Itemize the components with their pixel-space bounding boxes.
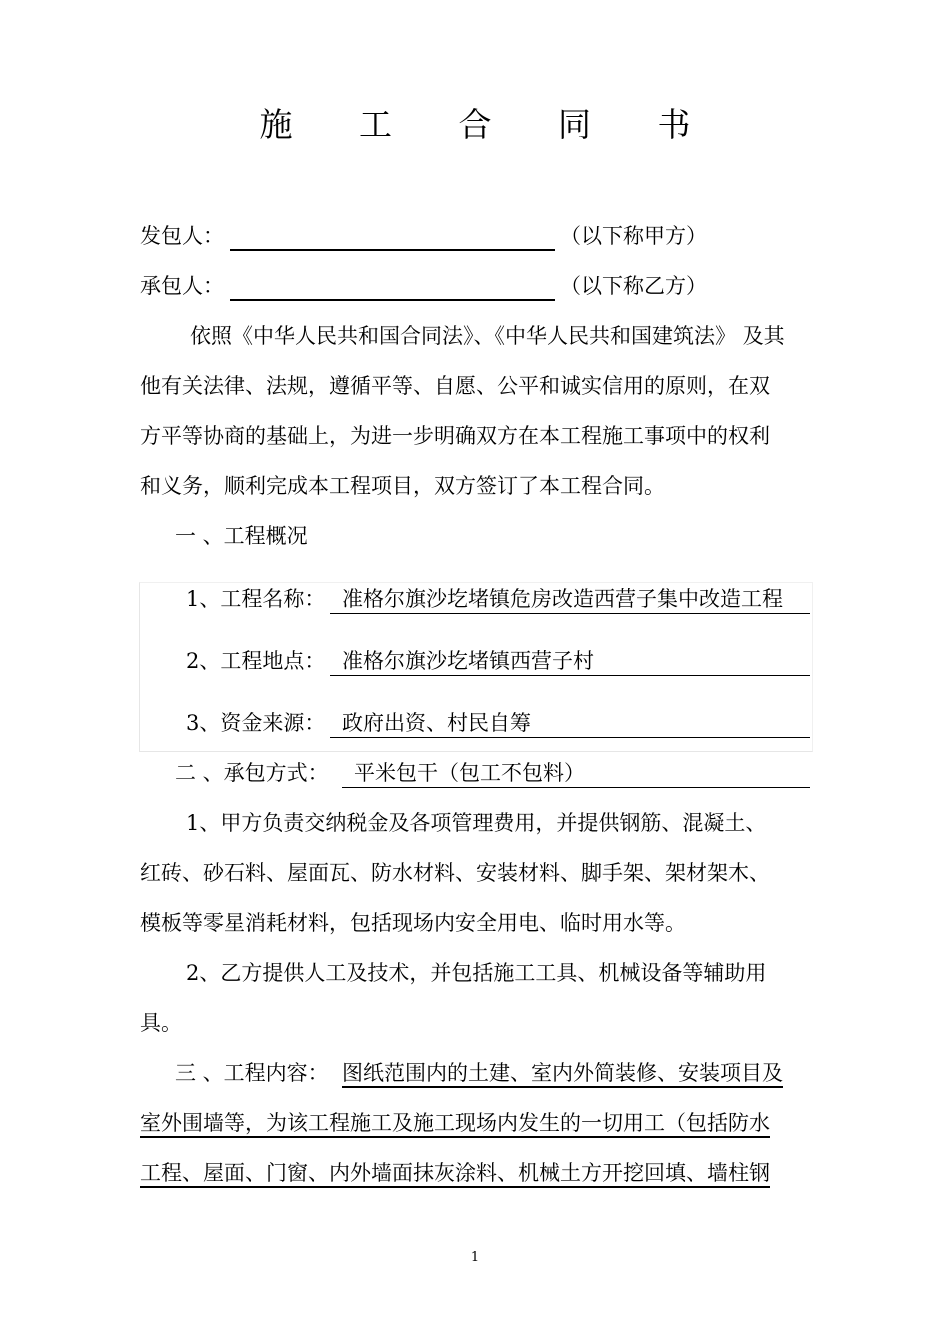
contractor-blank-field[interactable] <box>230 299 555 301</box>
contract-mode-value: 平米包干（包工不包料） <box>342 758 810 788</box>
intro-line: 方平等协商的基础上，为进一步明确双方在本工程施工事项中的权利 <box>140 424 770 448</box>
section3-content-line: 室外围墙等，为该工程施工及施工现场内发生的一切用工（包括防水 <box>140 1111 770 1135</box>
section1-heading: 一 、工程概况 <box>175 524 308 548</box>
funding-source-value: 政府出资、村民自筹 <box>330 708 810 738</box>
section3-content-line: 工程、屋面、门窗、内外墙面抹灰涂料、机械土方开挖回填、墙柱钢 <box>140 1161 770 1185</box>
project-location-value: 准格尔旗沙圪堵镇西营子村 <box>330 646 810 676</box>
document-title: 施 工 合 同 书 <box>259 105 719 144</box>
section2-item1-line: 1、甲方负责交纳税金及各项管理费用，并提供钢筋、混凝土、 <box>186 811 767 835</box>
contractor-note: （以下称乙方） <box>560 274 707 298</box>
intro-line: 他有关法律、法规，遵循平等、自愿、公平和诚实信用的原则，在双 <box>140 374 770 398</box>
section2-item2-line: 2、乙方提供人工及技术，并包括施工工具、机械设备等辅助用 <box>186 961 767 985</box>
page-number: 1 <box>470 1250 480 1265</box>
employer-note: （以下称甲方） <box>560 224 707 248</box>
funding-source-label: 3、资金来源： <box>186 711 326 735</box>
section2-item2-line: 具。 <box>140 1011 182 1035</box>
intro-line: 和义务，顺利完成本工程项目，双方签订了本工程合同。 <box>140 474 665 498</box>
employer-blank-field[interactable] <box>230 249 555 251</box>
project-location-label: 2、工程地点： <box>186 649 326 673</box>
section2-item1-line: 红砖、砂石料、屋面瓦、防水材料、安装材料、脚手架、架材架木、 <box>140 861 770 885</box>
employer-label: 发包人： <box>140 224 224 248</box>
intro-line: 依照《中华人民共和国合同法》、《中华人民共和国建筑法》 及其 <box>190 324 785 348</box>
section2-item1-line: 模板等零星消耗材料，包括现场内安全用电、临时用水等。 <box>140 911 686 935</box>
project-name-value: 准格尔旗沙圪堵镇危房改造西营子集中改造工程 <box>330 584 810 614</box>
project-name-label: 1、工程名称： <box>186 587 326 611</box>
section3-heading: 三 、工程内容： <box>175 1061 329 1085</box>
section3-content-line: 图纸范围内的土建、室内外简装修、安装项目及 <box>342 1061 783 1085</box>
section2-heading: 二 、承包方式： <box>175 761 329 785</box>
contractor-label: 承包人： <box>140 274 224 298</box>
